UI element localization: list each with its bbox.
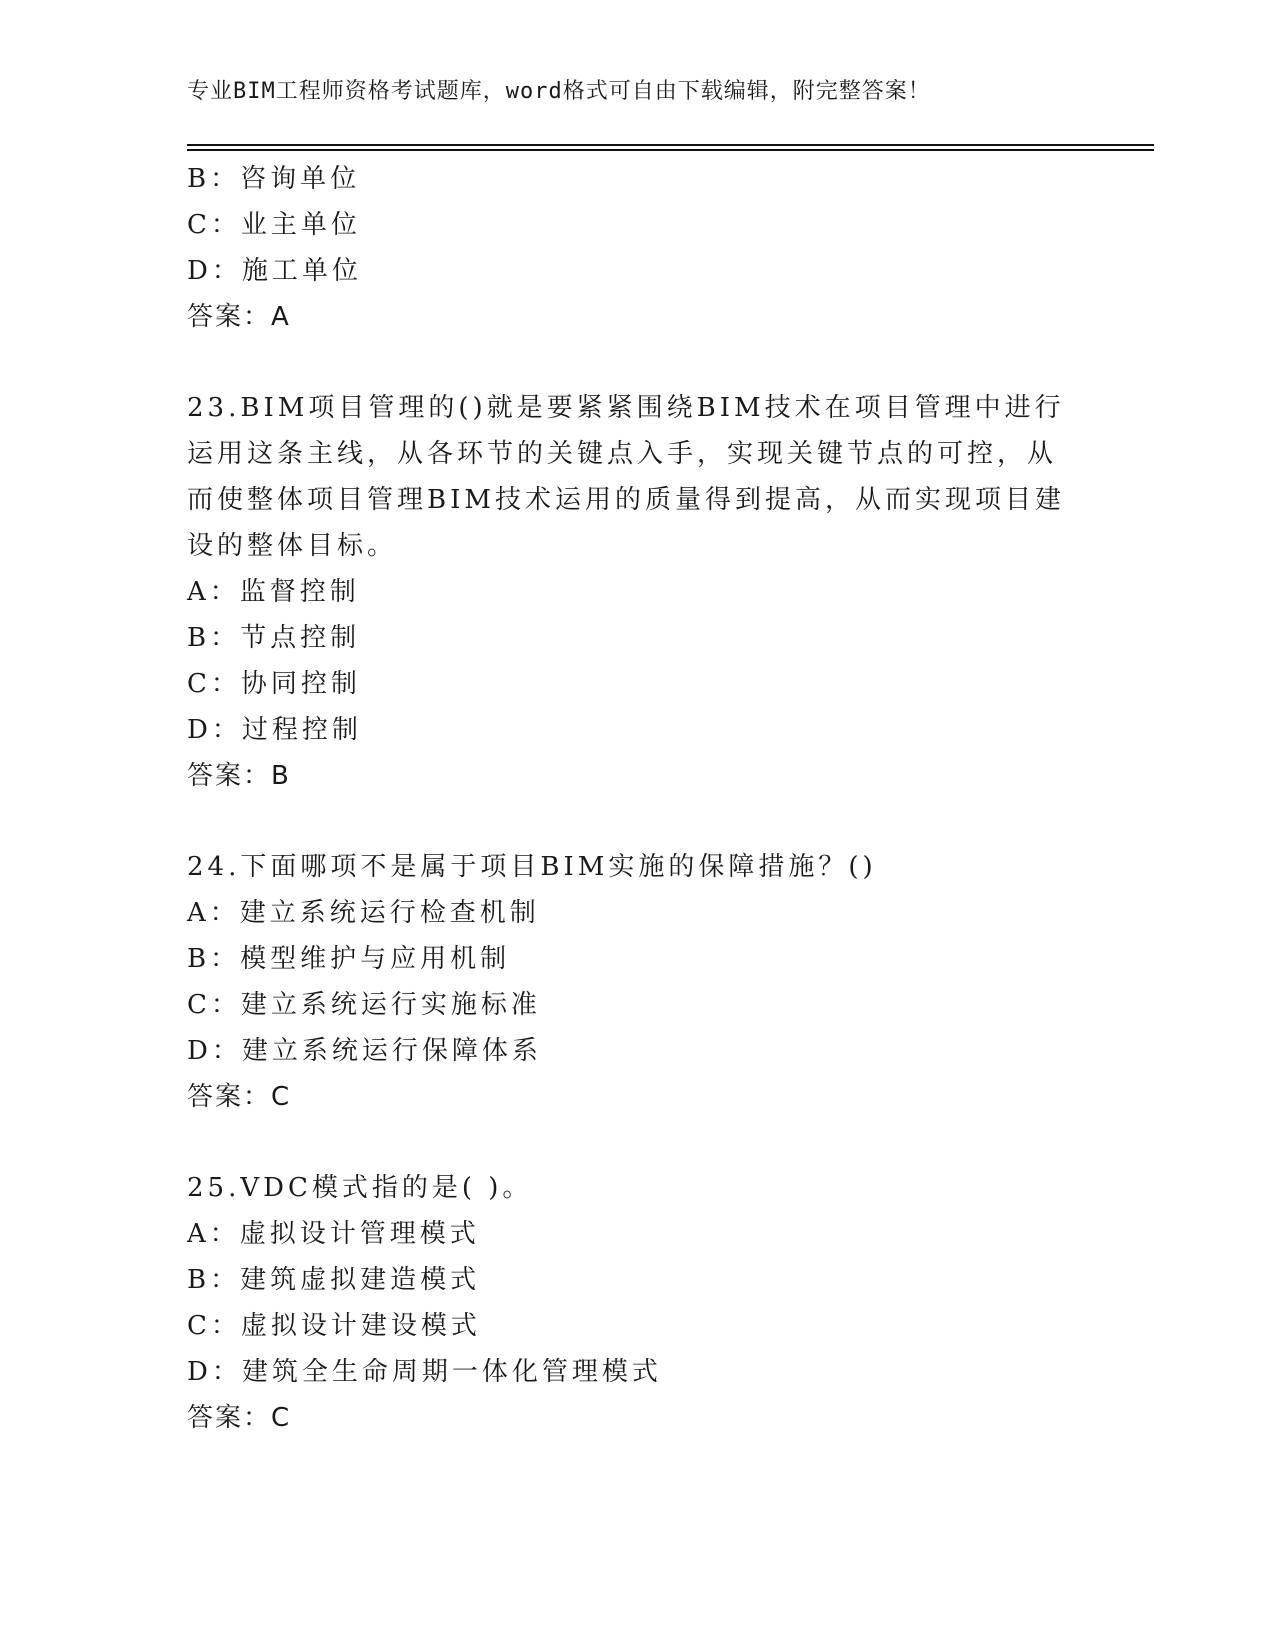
- option-d: D：施工单位: [187, 256, 362, 286]
- answer: 答案：C: [187, 1082, 292, 1112]
- spacer: [187, 1120, 1077, 1165]
- page-header: 专业BIM工程师资格考试题库，word格式可自由下载编辑，附完整答案！: [187, 79, 931, 104]
- option-c: C：业主单位: [187, 210, 361, 240]
- question-stem: 24.下面哪项不是属于项目BIM实施的保障措施？(): [187, 852, 877, 882]
- spacer: [187, 340, 1077, 385]
- header-rule-top: [187, 144, 1154, 146]
- answer: 答案：B: [187, 761, 291, 791]
- question-22-continued: [187, 156, 1077, 340]
- option-a: A：虚拟设计管理模式: [187, 1219, 480, 1249]
- option-c: C：建立系统运行实施标准: [187, 990, 541, 1020]
- option-a: A：监督控制: [187, 577, 360, 607]
- option-d: D：过程控制: [187, 715, 362, 745]
- answer: 答案：A: [187, 302, 291, 332]
- answer: 答案：C: [187, 1403, 292, 1433]
- option-c: C：协同控制: [187, 669, 361, 699]
- question-stem: 23.BIM项目管理的()就是要紧紧围绕BIM技术在项目管理中进行运用这条主线，从各环节的关键点入手，实现关键节点的可控，从而使整体项目管理BIM技术运用的质量得到提高，从而实现项目建设的整体目标。: [187, 393, 1065, 561]
- spacer: [187, 799, 1077, 844]
- option-b: B：模型维护与应用机制: [187, 944, 511, 974]
- question-24: [187, 844, 1077, 1120]
- option-c: C：虚拟设计建设模式: [187, 1311, 481, 1341]
- option-b: B：节点控制: [187, 623, 361, 653]
- header-rule-bottom: [187, 149, 1154, 151]
- question-23: [187, 385, 1077, 799]
- question-25: [187, 1165, 1077, 1441]
- question-stem: 25.VDC模式指的是( )。: [187, 1173, 533, 1203]
- option-d: D：建筑全生命周期一体化管理模式: [187, 1357, 662, 1387]
- option-b: B：建筑虚拟建造模式: [187, 1265, 481, 1295]
- question-list: [187, 156, 1077, 1441]
- option-d: D：建立系统运行保障体系: [187, 1036, 542, 1066]
- option-a: A：建立系统运行检查机制: [187, 898, 540, 928]
- option-b: B：咨询单位: [187, 164, 361, 194]
